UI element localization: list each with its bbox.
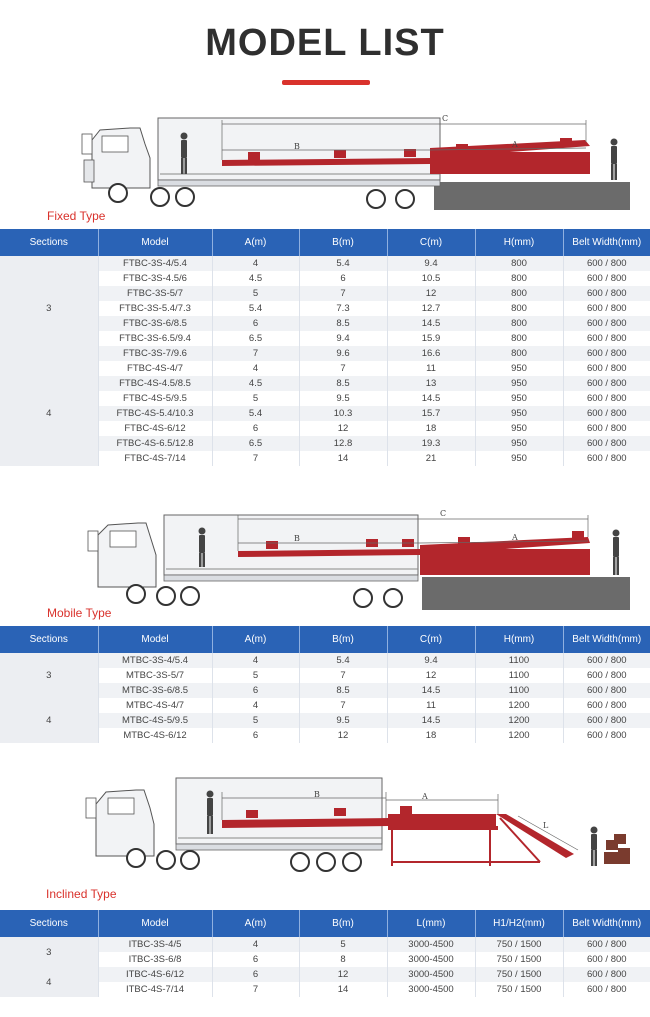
value-cell: 6 bbox=[212, 728, 299, 743]
value-cell: 600 / 800 bbox=[563, 316, 650, 331]
section-cell: 4 bbox=[0, 967, 98, 997]
model-cell: MTBC-4S-4/7 bbox=[98, 698, 212, 713]
value-cell: 6 bbox=[212, 952, 299, 967]
value-cell: 600 / 800 bbox=[563, 406, 650, 421]
value-cell: 6 bbox=[299, 271, 387, 286]
type-label-fixed: Fixed Type bbox=[47, 209, 106, 223]
cargo-boxes bbox=[604, 834, 630, 864]
value-cell: 9.6 bbox=[299, 346, 387, 361]
inclined-type-table bbox=[0, 910, 650, 997]
worker-figure-right bbox=[611, 139, 618, 181]
model-cell: MTBC-4S-5/9.5 bbox=[98, 713, 212, 728]
value-cell: 4 bbox=[212, 698, 299, 713]
table-row bbox=[0, 713, 650, 728]
model-cell: ITBC-3S-4/5 bbox=[98, 937, 212, 952]
type-label-mobile: Mobile Type bbox=[47, 606, 112, 620]
column-header: Model bbox=[98, 626, 212, 653]
value-cell: 14 bbox=[299, 451, 387, 466]
column-header: H(mm) bbox=[475, 229, 563, 256]
column-header: A(m) bbox=[212, 626, 299, 653]
value-cell: 9.4 bbox=[387, 653, 475, 668]
value-cell: 18 bbox=[387, 421, 475, 436]
value-cell: 5 bbox=[212, 668, 299, 683]
value-cell: 7 bbox=[299, 668, 387, 683]
column-header: Belt Width(mm) bbox=[563, 626, 650, 653]
value-cell: 9.4 bbox=[299, 331, 387, 346]
type-label-inclined: Inclined Type bbox=[46, 887, 117, 901]
value-cell: 5.4 bbox=[299, 256, 387, 271]
dim-label-b: B bbox=[294, 142, 300, 151]
value-cell: 600 / 800 bbox=[563, 653, 650, 668]
column-header: A(m) bbox=[212, 229, 299, 256]
column-header: A(m) bbox=[212, 910, 299, 937]
model-cell: FTBC-3S-6/8.5 bbox=[98, 316, 212, 331]
value-cell: 12 bbox=[299, 967, 387, 982]
value-cell: 600 / 800 bbox=[563, 952, 650, 967]
table-header-row bbox=[0, 626, 650, 653]
value-cell: 18 bbox=[387, 728, 475, 743]
model-cell: ITBC-4S-7/14 bbox=[98, 982, 212, 997]
table-row bbox=[0, 653, 650, 668]
model-cell: MTBC-3S-5/7 bbox=[98, 668, 212, 683]
column-header: Model bbox=[98, 910, 212, 937]
value-cell: 5 bbox=[212, 391, 299, 406]
table-row bbox=[0, 376, 650, 391]
mobile-type-table bbox=[0, 626, 650, 743]
column-header: L(mm) bbox=[387, 910, 475, 937]
value-cell: 5.4 bbox=[212, 301, 299, 316]
model-cell: FTBC-4S-7/14 bbox=[98, 451, 212, 466]
value-cell: 750 / 1500 bbox=[475, 952, 563, 967]
value-cell: 7 bbox=[299, 361, 387, 376]
value-cell: 800 bbox=[475, 301, 563, 316]
value-cell: 800 bbox=[475, 286, 563, 301]
model-cell: FTBC-3S-6.5/9.4 bbox=[98, 331, 212, 346]
table-row bbox=[0, 316, 650, 331]
value-cell: 600 / 800 bbox=[563, 713, 650, 728]
value-cell: 5.4 bbox=[212, 406, 299, 421]
table-row bbox=[0, 271, 650, 286]
column-header: B(m) bbox=[299, 910, 387, 937]
value-cell: 1200 bbox=[475, 713, 563, 728]
value-cell: 15.7 bbox=[387, 406, 475, 421]
value-cell: 7 bbox=[299, 698, 387, 713]
value-cell: 14.5 bbox=[387, 391, 475, 406]
value-cell: 9.5 bbox=[299, 713, 387, 728]
column-header: Sections bbox=[0, 626, 98, 653]
value-cell: 4 bbox=[212, 653, 299, 668]
section-cell: 4 bbox=[0, 698, 98, 743]
column-header: Sections bbox=[0, 229, 98, 256]
column-header: C(m) bbox=[387, 626, 475, 653]
value-cell: 600 / 800 bbox=[563, 982, 650, 997]
value-cell: 800 bbox=[475, 316, 563, 331]
trailer-box bbox=[176, 778, 382, 844]
value-cell: 800 bbox=[475, 331, 563, 346]
worker-figure-right bbox=[613, 530, 620, 576]
table-row bbox=[0, 728, 650, 743]
value-cell: 12.8 bbox=[299, 436, 387, 451]
dim-label-l: L bbox=[543, 821, 549, 830]
value-cell: 3000-4500 bbox=[387, 952, 475, 967]
value-cell: 5 bbox=[212, 713, 299, 728]
value-cell: 21 bbox=[387, 451, 475, 466]
mobile-type-illustration bbox=[0, 505, 650, 615]
value-cell: 9.4 bbox=[387, 256, 475, 271]
table-row bbox=[0, 937, 650, 952]
value-cell: 19.3 bbox=[387, 436, 475, 451]
value-cell: 600 / 800 bbox=[563, 436, 650, 451]
value-cell: 12 bbox=[387, 286, 475, 301]
value-cell: 600 / 800 bbox=[563, 346, 650, 361]
value-cell: 950 bbox=[475, 376, 563, 391]
value-cell: 600 / 800 bbox=[563, 698, 650, 713]
value-cell: 7 bbox=[299, 286, 387, 301]
value-cell: 7 bbox=[212, 982, 299, 997]
value-cell: 5.4 bbox=[299, 653, 387, 668]
table-row bbox=[0, 982, 650, 997]
value-cell: 6 bbox=[212, 683, 299, 698]
table-row bbox=[0, 451, 650, 466]
dim-label-c: C bbox=[440, 509, 447, 518]
value-cell: 11 bbox=[387, 698, 475, 713]
value-cell: 8 bbox=[299, 952, 387, 967]
table-row bbox=[0, 668, 650, 683]
value-cell: 14.5 bbox=[387, 316, 475, 331]
column-header: B(m) bbox=[299, 626, 387, 653]
value-cell: 600 / 800 bbox=[563, 391, 650, 406]
value-cell: 13 bbox=[387, 376, 475, 391]
table-header-row bbox=[0, 910, 650, 937]
value-cell: 4 bbox=[212, 937, 299, 952]
column-header: Model bbox=[98, 229, 212, 256]
table-header-row bbox=[0, 229, 650, 256]
value-cell: 1100 bbox=[475, 683, 563, 698]
dim-label-b: B bbox=[294, 534, 300, 543]
value-cell: 1100 bbox=[475, 653, 563, 668]
value-cell: 600 / 800 bbox=[563, 683, 650, 698]
model-cell: FTBC-3S-4/5.4 bbox=[98, 256, 212, 271]
table-row bbox=[0, 361, 650, 376]
value-cell: 950 bbox=[475, 451, 563, 466]
value-cell: 9.5 bbox=[299, 391, 387, 406]
value-cell: 1200 bbox=[475, 728, 563, 743]
value-cell: 600 / 800 bbox=[563, 728, 650, 743]
value-cell: 7.3 bbox=[299, 301, 387, 316]
model-cell: ITBC-4S-6/12 bbox=[98, 967, 212, 982]
value-cell: 1100 bbox=[475, 668, 563, 683]
dim-label-a: A bbox=[512, 140, 518, 149]
dim-label-c: C bbox=[442, 114, 449, 123]
model-cell: FTBC-3S-5.4/7.3 bbox=[98, 301, 212, 316]
column-header: Sections bbox=[0, 910, 98, 937]
column-header: B(m) bbox=[299, 229, 387, 256]
value-cell: 600 / 800 bbox=[563, 301, 650, 316]
value-cell: 6 bbox=[212, 421, 299, 436]
table-row bbox=[0, 952, 650, 967]
value-cell: 16.6 bbox=[387, 346, 475, 361]
section-cell: 3 bbox=[0, 653, 98, 698]
table-row bbox=[0, 967, 650, 982]
value-cell: 950 bbox=[475, 361, 563, 376]
title-underline bbox=[282, 80, 370, 85]
value-cell: 15.9 bbox=[387, 331, 475, 346]
value-cell: 600 / 800 bbox=[563, 967, 650, 982]
column-header: C(m) bbox=[387, 229, 475, 256]
model-cell: FTBC-4S-5/9.5 bbox=[98, 391, 212, 406]
value-cell: 600 / 800 bbox=[563, 668, 650, 683]
model-cell: FTBC-4S-6/12 bbox=[98, 421, 212, 436]
inclined-type-illustration bbox=[0, 770, 650, 882]
table-row bbox=[0, 698, 650, 713]
value-cell: 750 / 1500 bbox=[475, 967, 563, 982]
table-row bbox=[0, 421, 650, 436]
value-cell: 600 / 800 bbox=[563, 937, 650, 952]
value-cell: 12 bbox=[387, 668, 475, 683]
section-cell: 3 bbox=[0, 937, 98, 967]
worker-figure-right bbox=[591, 827, 598, 867]
table-row bbox=[0, 683, 650, 698]
value-cell: 8.5 bbox=[299, 376, 387, 391]
value-cell: 6 bbox=[212, 967, 299, 982]
value-cell: 6.5 bbox=[212, 331, 299, 346]
truck-wheels bbox=[109, 184, 414, 208]
model-cell: FTBC-4S-4/7 bbox=[98, 361, 212, 376]
value-cell: 950 bbox=[475, 421, 563, 436]
value-cell: 4.5 bbox=[212, 376, 299, 391]
value-cell: 6 bbox=[212, 316, 299, 331]
value-cell: 800 bbox=[475, 256, 563, 271]
model-cell: FTBC-3S-7/9.6 bbox=[98, 346, 212, 361]
model-cell: FTBC-4S-5.4/10.3 bbox=[98, 406, 212, 421]
value-cell: 5 bbox=[212, 286, 299, 301]
value-cell: 1200 bbox=[475, 698, 563, 713]
value-cell: 950 bbox=[475, 406, 563, 421]
table-row bbox=[0, 301, 650, 316]
model-cell: FTBC-3S-5/7 bbox=[98, 286, 212, 301]
value-cell: 6.5 bbox=[212, 436, 299, 451]
section-cell: 4 bbox=[0, 361, 98, 466]
value-cell: 750 / 1500 bbox=[475, 937, 563, 952]
value-cell: 4 bbox=[212, 361, 299, 376]
value-cell: 600 / 800 bbox=[563, 361, 650, 376]
model-cell: MTBC-3S-4/5.4 bbox=[98, 653, 212, 668]
value-cell: 800 bbox=[475, 271, 563, 286]
value-cell: 600 / 800 bbox=[563, 286, 650, 301]
value-cell: 12 bbox=[299, 421, 387, 436]
value-cell: 14 bbox=[299, 982, 387, 997]
model-cell: FTBC-4S-6.5/12.8 bbox=[98, 436, 212, 451]
value-cell: 600 / 800 bbox=[563, 331, 650, 346]
value-cell: 950 bbox=[475, 436, 563, 451]
model-cell: ITBC-3S-6/8 bbox=[98, 952, 212, 967]
column-header: Belt Width(mm) bbox=[563, 229, 650, 256]
truck-wheels bbox=[127, 849, 361, 871]
model-cell: MTBC-3S-6/8.5 bbox=[98, 683, 212, 698]
value-cell: 4.5 bbox=[212, 271, 299, 286]
value-cell: 3000-4500 bbox=[387, 982, 475, 997]
column-header: H1/H2(mm) bbox=[475, 910, 563, 937]
model-cell: FTBC-4S-4.5/8.5 bbox=[98, 376, 212, 391]
dim-label-a: A bbox=[422, 792, 428, 801]
value-cell: 14.5 bbox=[387, 713, 475, 728]
column-header: Belt Width(mm) bbox=[563, 910, 650, 937]
value-cell: 5 bbox=[299, 937, 387, 952]
value-cell: 800 bbox=[475, 346, 563, 361]
value-cell: 12.7 bbox=[387, 301, 475, 316]
dock-platform bbox=[422, 577, 630, 610]
value-cell: 8.5 bbox=[299, 683, 387, 698]
dim-label-b: B bbox=[314, 790, 320, 799]
fixed-type-table bbox=[0, 229, 650, 466]
section-cell: 3 bbox=[0, 256, 98, 361]
truck-wheels bbox=[127, 585, 402, 607]
value-cell: 600 / 800 bbox=[563, 271, 650, 286]
value-cell: 600 / 800 bbox=[563, 451, 650, 466]
fixed-type-illustration bbox=[0, 100, 650, 215]
table-row bbox=[0, 256, 650, 271]
value-cell: 600 / 800 bbox=[563, 256, 650, 271]
table-row bbox=[0, 331, 650, 346]
page-title: MODEL LIST bbox=[205, 22, 445, 64]
value-cell: 4 bbox=[212, 256, 299, 271]
value-cell: 600 / 800 bbox=[563, 376, 650, 391]
value-cell: 7 bbox=[212, 451, 299, 466]
value-cell: 14.5 bbox=[387, 683, 475, 698]
value-cell: 8.5 bbox=[299, 316, 387, 331]
dock-platform bbox=[434, 182, 630, 210]
table-row bbox=[0, 346, 650, 361]
table-row bbox=[0, 436, 650, 451]
table-row bbox=[0, 286, 650, 301]
model-cell: FTBC-3S-4.5/6 bbox=[98, 271, 212, 286]
value-cell: 10.3 bbox=[299, 406, 387, 421]
value-cell: 950 bbox=[475, 391, 563, 406]
value-cell: 750 / 1500 bbox=[475, 982, 563, 997]
value-cell: 600 / 800 bbox=[563, 421, 650, 436]
column-header: H(mm) bbox=[475, 626, 563, 653]
value-cell: 3000-4500 bbox=[387, 967, 475, 982]
value-cell: 3000-4500 bbox=[387, 937, 475, 952]
value-cell: 12 bbox=[299, 728, 387, 743]
value-cell: 10.5 bbox=[387, 271, 475, 286]
value-cell: 11 bbox=[387, 361, 475, 376]
model-cell: MTBC-4S-6/12 bbox=[98, 728, 212, 743]
dim-label-a: A bbox=[512, 533, 518, 542]
value-cell: 7 bbox=[212, 346, 299, 361]
table-row bbox=[0, 406, 650, 421]
table-row bbox=[0, 391, 650, 406]
